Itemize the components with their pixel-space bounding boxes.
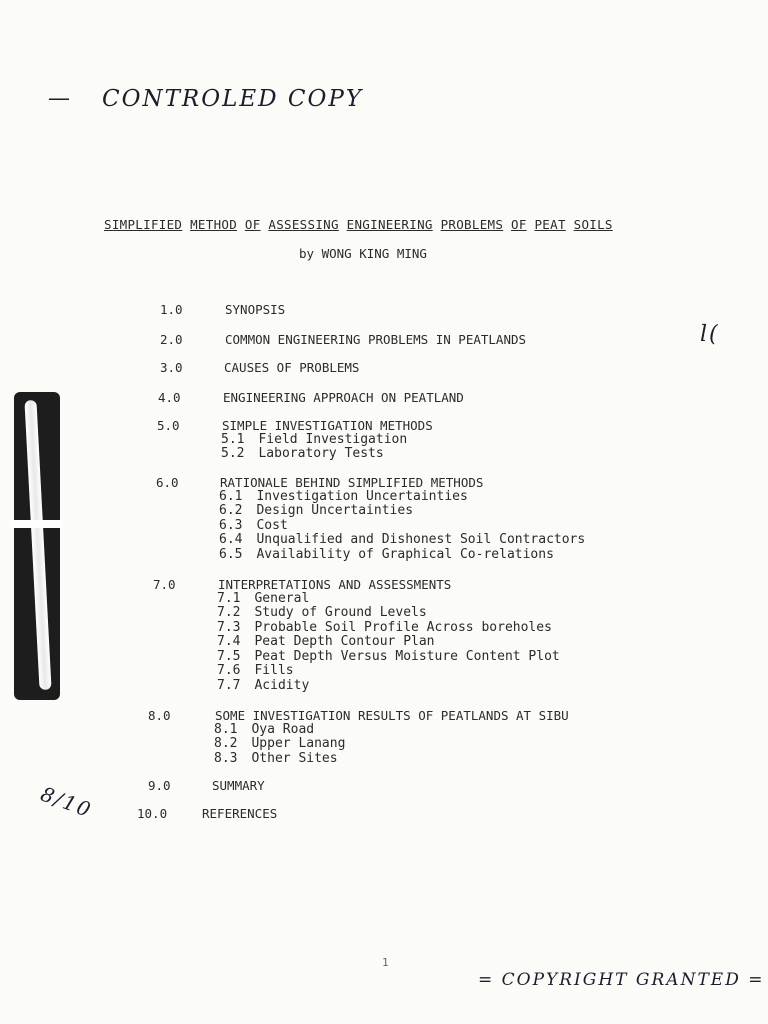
toc-subsection-title: Peat Depth Versus Moisture Content Plot <box>254 648 560 664</box>
binder-clip-image <box>14 392 60 700</box>
toc-section-title: COMMON ENGINEERING PROBLEMS IN PEATLANDS <box>225 332 527 347</box>
title-word: METHOD <box>190 217 238 232</box>
title-word: PROBLEMS <box>440 217 504 232</box>
toc-subsection-number: 7.1 <box>217 590 241 606</box>
toc-subsection-number: 6.3 <box>219 517 243 533</box>
toc-subsection-number: 7.7 <box>217 677 241 693</box>
toc-subsection-number: 6.5 <box>219 546 243 562</box>
handwritten-margin-mark: l( <box>700 322 720 347</box>
toc-subsection <box>217 650 560 665</box>
page-number: 1 <box>382 956 389 969</box>
handwritten-dash: — <box>48 86 72 111</box>
toc-subsection <box>217 606 427 621</box>
handwritten-side-mark: 8/10 <box>37 781 96 823</box>
toc-subsection-number: 7.4 <box>217 634 241 649</box>
toc-section-title: RATIONALE BEHIND SIMPLIFIED METHODS <box>220 475 484 490</box>
toc-subsection <box>219 548 554 563</box>
toc-subsection-title: General <box>254 590 310 606</box>
clip-band <box>10 520 62 528</box>
title-word: OF <box>244 217 261 232</box>
toc-subsection <box>214 737 345 752</box>
toc-section-title: INTERPRETATIONS AND ASSESSMENTS <box>218 577 452 592</box>
toc-subsection-title: Investigation Uncertainties <box>256 488 468 504</box>
toc-subsection-title: Fills <box>254 663 294 678</box>
toc-section-number: 6.0 <box>156 475 179 490</box>
clip-highlight <box>24 400 51 690</box>
toc-subsection-number: 8.1 <box>214 721 238 737</box>
toc-subsection <box>214 752 338 767</box>
toc-subsection <box>219 519 288 534</box>
toc-section-number: 2.0 <box>160 332 183 347</box>
toc-subsection <box>217 621 552 636</box>
toc-subsection-title: Field Investigation <box>258 431 408 447</box>
toc-subsection-number: 7.5 <box>217 648 241 664</box>
toc-subsection-number: 7.2 <box>217 605 241 620</box>
toc-section-number: 8.0 <box>148 708 171 723</box>
toc-subsection-title: Laboratory Tests <box>258 446 384 461</box>
toc-section-title: SYNOPSIS <box>225 302 286 317</box>
toc-section-title: SIMPLE INVESTIGATION METHODS <box>222 418 433 433</box>
toc-subsection-title: Other Sites <box>251 750 338 766</box>
toc-subsection-number: 6.4 <box>219 532 243 547</box>
toc-subsection-number: 5.2 <box>221 446 245 461</box>
toc-section-title: SOME INVESTIGATION RESULTS OF PEATLANDS AT SIBU <box>215 708 569 723</box>
toc-subsection-number: 5.1 <box>221 431 245 447</box>
toc-subsection <box>221 433 407 448</box>
handwritten-copyright-granted: = COPYRIGHT GRANTED = <box>478 970 765 990</box>
toc-subsection <box>217 592 309 607</box>
toc-subsection-number: 8.3 <box>214 750 238 766</box>
title-word: SOILS <box>573 217 613 232</box>
toc-section-title: REFERENCES <box>202 806 278 821</box>
title-word: OF <box>511 217 527 232</box>
toc-subsection-number: 8.2 <box>214 736 238 751</box>
document-title <box>104 217 613 232</box>
toc-subsection-title: Design Uncertainties <box>256 503 414 518</box>
toc-subsection-number: 7.6 <box>217 663 241 678</box>
title-word: ENGINEERING <box>346 217 433 232</box>
toc-subsection-title: Oya Road <box>251 721 315 737</box>
toc-subsection-title: Availability of Graphical Co-relations <box>256 546 554 562</box>
toc-subsection-title: Peat Depth Contour Plan <box>254 634 435 649</box>
author-line: by WONG KING MING <box>299 246 427 261</box>
toc-subsection <box>217 679 309 694</box>
toc-section-number: 3.0 <box>160 360 183 375</box>
title-word: SIMPLIFIED <box>104 217 183 232</box>
toc-section-number: 9.0 <box>148 778 171 793</box>
toc-subsection-title: Probable Soil Profile Across boreholes <box>254 619 552 635</box>
toc-subsection <box>219 490 468 505</box>
toc-subsection-title: Cost <box>256 517 288 533</box>
toc-subsection-title: Unqualified and Dishonest Soil Contractors <box>256 532 586 547</box>
toc-subsection <box>217 664 294 679</box>
toc-subsection <box>219 504 413 519</box>
toc-section-title: ENGINEERING APPROACH ON PEATLAND <box>223 390 464 405</box>
toc-subsection-number: 6.1 <box>219 488 243 504</box>
toc-subsection-title: Upper Lanang <box>251 736 346 751</box>
title-word: ASSESSING <box>268 217 339 232</box>
toc-subsection <box>217 635 435 650</box>
toc-subsection <box>214 723 314 738</box>
toc-subsection-title: Study of Ground Levels <box>254 605 427 620</box>
toc-section-number: 5.0 <box>157 418 180 433</box>
toc-subsection-number: 7.3 <box>217 619 241 635</box>
handwritten-controlled-copy: CONTROLED COPY <box>102 86 364 112</box>
toc-section-number: 7.0 <box>153 577 176 592</box>
toc-subsection <box>221 447 384 462</box>
toc-section-title: SUMMARY <box>212 778 265 793</box>
title-word: PEAT <box>534 217 566 232</box>
toc-section-number: 10.0 <box>137 806 168 821</box>
toc-section-number: 4.0 <box>158 390 181 405</box>
toc-section-title: CAUSES OF PROBLEMS <box>224 360 360 375</box>
toc-subsection-title: Acidity <box>254 677 310 693</box>
toc-section-number: 1.0 <box>160 302 183 317</box>
toc-subsection-number: 6.2 <box>219 503 243 518</box>
toc-subsection <box>219 533 585 548</box>
